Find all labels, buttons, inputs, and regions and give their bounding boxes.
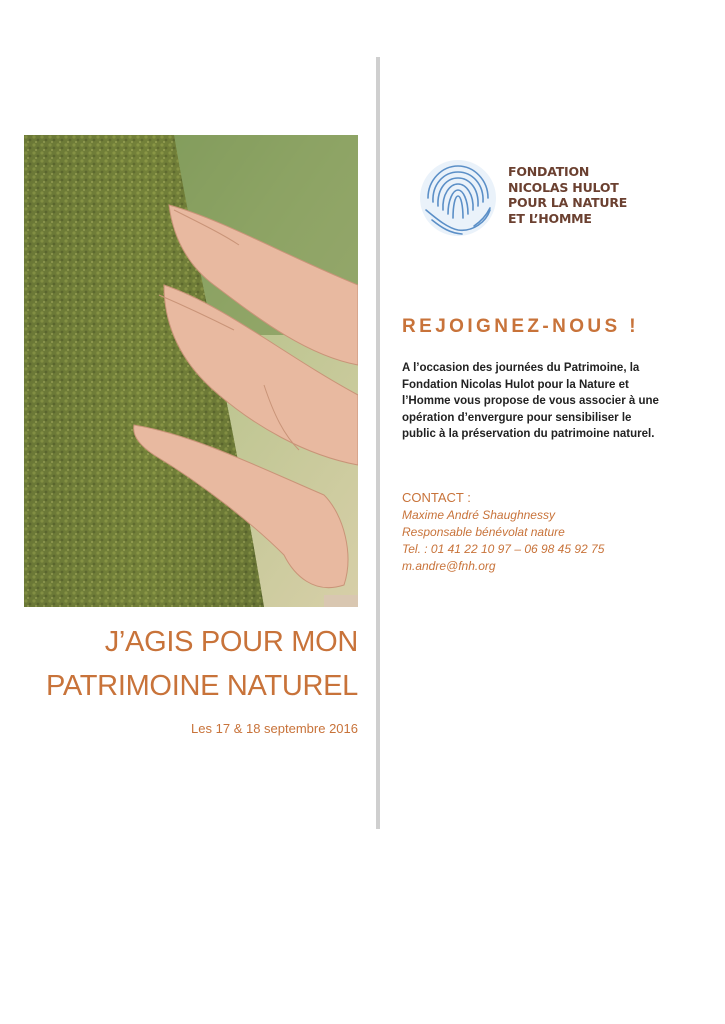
foundation-logo (418, 158, 658, 240)
main-title-line-1: J’AGIS POUR MON (104, 626, 358, 658)
logo-line-3: POUR LA NATURE (508, 195, 628, 210)
contact-name: Maxime André Shaughnessy (402, 508, 555, 522)
hands-on-tree-photo (24, 135, 358, 607)
main-title (24, 620, 358, 708)
logo-text (508, 164, 627, 226)
contact-email[interactable]: m.andre@fnh.org (402, 559, 496, 573)
contact-phone: Tel. : 01 41 22 10 97 – 06 98 45 92 75 (402, 542, 605, 556)
contact-label: CONTACT : (402, 490, 471, 505)
main-title-line-2: PATRIMOINE NATUREL (45, 670, 358, 702)
fingerprint-globe-icon (418, 158, 498, 238)
paragraph-line: l’Homme vous propose de vous associer à une (402, 395, 659, 407)
logo-line-2: NICOLAS HULOT (508, 179, 619, 195)
join-us-heading: REJOIGNEZ-NOUS ! (402, 316, 640, 337)
paragraph-line: public à la préservation du patrimoine naturel. (402, 428, 655, 440)
contact-role: Responsable bénévolat nature (402, 525, 565, 539)
event-date: Les 17 & 18 septembre 2016 (191, 721, 358, 736)
photo-illustration (24, 135, 358, 607)
vertical-divider (376, 57, 380, 829)
logo-line-4: ET L’HOMME (508, 210, 592, 226)
paragraph-line: Fondation Nicolas Hulot pour la Nature et (402, 378, 629, 391)
paragraph-line: opération d’envergure pour sensibiliser le (402, 411, 632, 424)
paragraph-line: A l’occasion des journées du Patrimoine, la (402, 362, 640, 374)
contact-block (402, 489, 712, 575)
logo-line-1: FONDATION (508, 164, 590, 179)
intro-paragraph (402, 360, 712, 443)
